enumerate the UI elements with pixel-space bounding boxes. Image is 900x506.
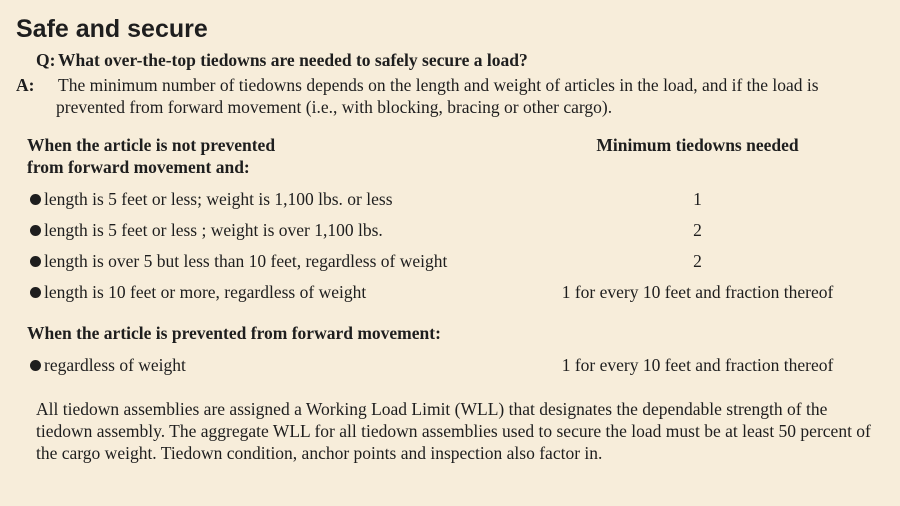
row-condition: length is 5 feet or less; weight is 1,100 lbs. or less xyxy=(44,189,393,209)
bullet-icon xyxy=(30,194,41,205)
table-row xyxy=(27,281,887,303)
section-prevented-header: When the article is prevented from forward movement: xyxy=(27,323,441,343)
bullet-icon xyxy=(30,256,41,267)
row-value: 2 xyxy=(693,251,702,271)
table-row xyxy=(27,219,887,241)
section-not-prevented-header xyxy=(27,134,275,178)
bullet-icon xyxy=(30,360,41,371)
minimum-tiedowns-column-header: Minimum tiedowns needed xyxy=(596,135,799,155)
wll-footnote: All tiedown assemblies are assigned a Working Load Limit (WLL) that designates the dependable strength of the tiedown assembly. The aggregate WLL for all tiedown assemblies used to secure the load must be at least 50 percent of the cargo weight. Tiedown condition, anchor points and inspection also factor in. xyxy=(36,399,871,463)
answer-text: The minimum number of tiedowns depends on the length and weight of articles in the load, and if the load is prevented from forward movement (i.e., with blocking, bracing or other cargo). xyxy=(56,75,819,117)
row-value: 1 for every 10 feet and fraction thereof xyxy=(561,282,834,302)
row-value: 2 xyxy=(693,220,702,240)
bullet-icon xyxy=(30,287,41,298)
table-row xyxy=(27,250,887,272)
answer-block xyxy=(16,74,886,118)
row-condition: length is over 5 but less than 10 feet, regardless of weight xyxy=(44,251,448,271)
row-value: 1 xyxy=(693,189,702,209)
row-condition: length is 10 feet or more, regardless of weight xyxy=(44,282,367,302)
page-title: Safe and secure xyxy=(16,15,208,43)
table-row xyxy=(27,354,887,376)
question-line xyxy=(36,49,886,71)
row-condition: regardless of weight xyxy=(44,355,186,375)
section-header-line-2: from forward movement and: xyxy=(27,157,250,177)
row-condition: length is 5 feet or less ; weight is over 1,100 lbs. xyxy=(44,220,383,240)
question-tag: Q: xyxy=(36,50,56,70)
section-header-line-1: When the article is not prevented xyxy=(27,135,276,155)
bullet-icon xyxy=(30,225,41,236)
table-row xyxy=(27,188,887,210)
answer-tag: A: xyxy=(16,75,35,95)
question-text: What over-the-top tiedowns are needed to safely secure a load? xyxy=(58,50,528,70)
row-value: 1 for every 10 feet and fraction thereof xyxy=(561,355,834,375)
